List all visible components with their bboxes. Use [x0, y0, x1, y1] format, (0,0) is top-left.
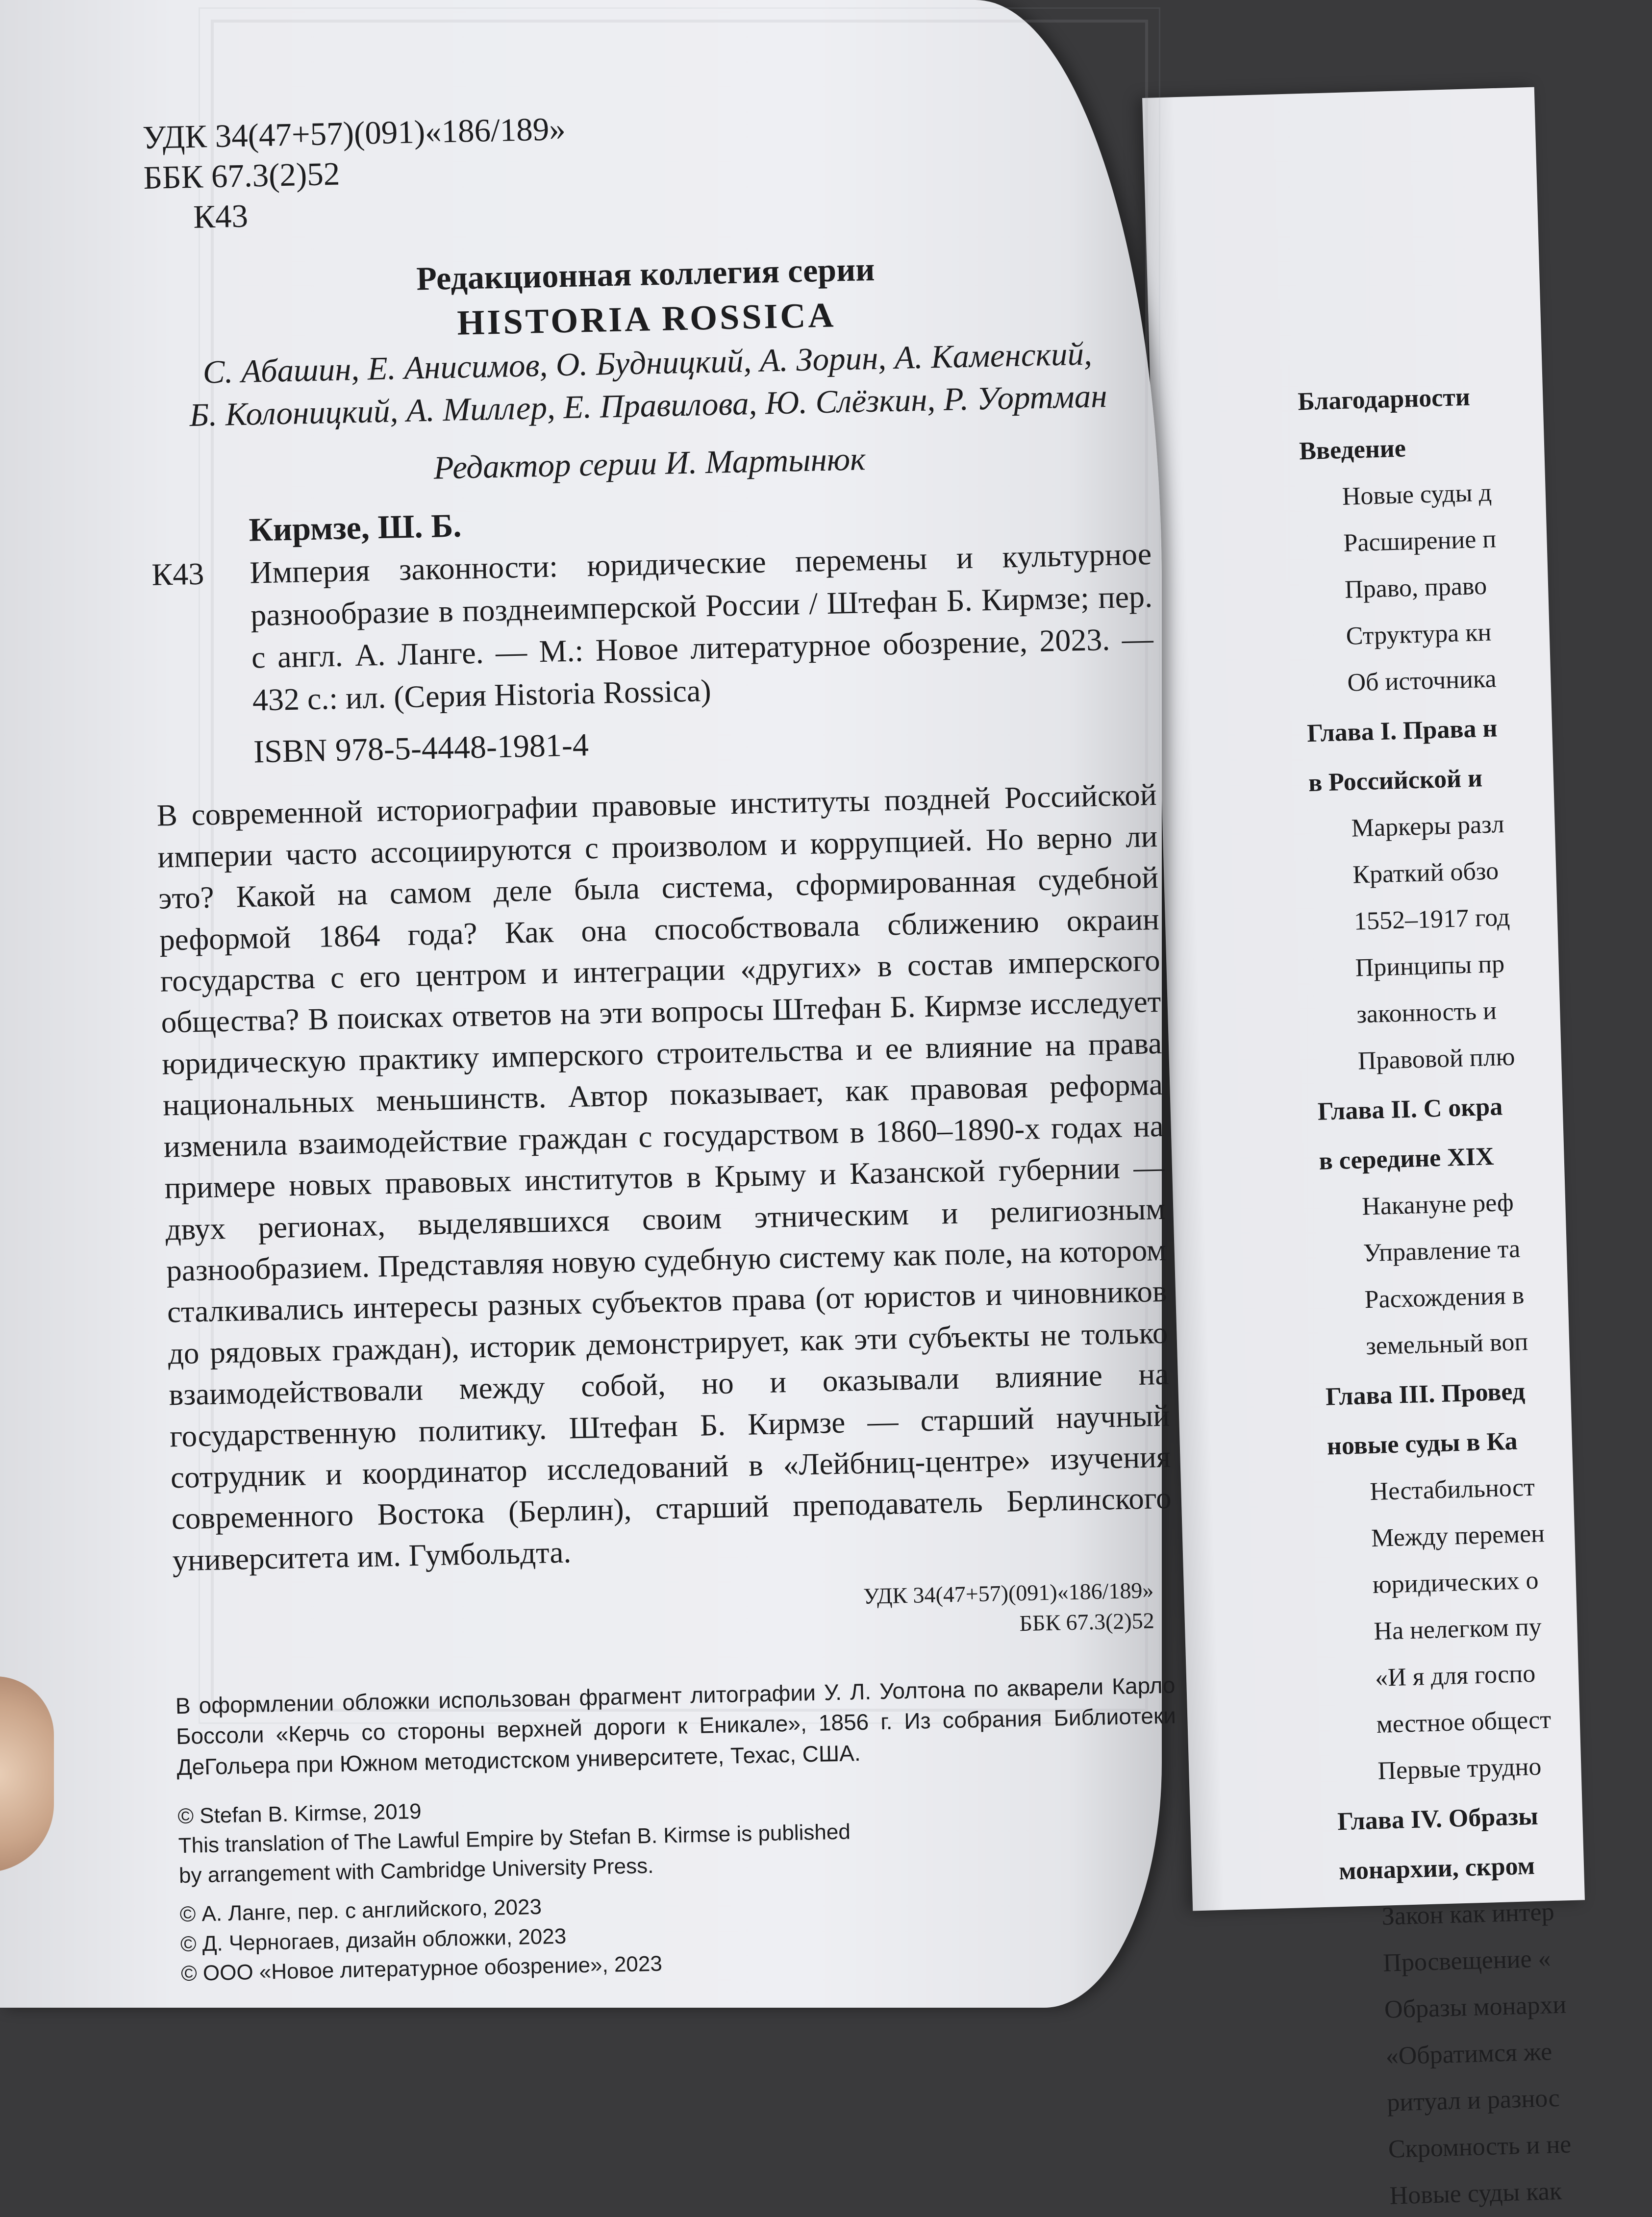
isbn: ISBN 978-5-4448-1981-4 — [253, 727, 589, 770]
toc-item: местное общест — [1376, 1706, 1552, 1739]
toc-item: юридических о — [1372, 1566, 1539, 1599]
toc-item: Об источника — [1347, 665, 1497, 697]
toc-item: Накануне реф — [1361, 1188, 1514, 1221]
toc-item: Закон как интер — [1381, 1897, 1555, 1931]
toc-item: Новые суды как — [1389, 2177, 1562, 2210]
copyright-publisher: © ООО «Новое литературное обозрение», 2023 — [180, 1951, 663, 1986]
footer-bbk: ББК 67.3(2)52 — [1019, 1608, 1155, 1636]
copyright-translator: © А. Ланге, пер. с английского, 2023 — [179, 1894, 542, 1926]
copyright-translation-line: by arrangement with Cambridge University Press. — [178, 1854, 654, 1888]
bibliographic-author: Кирмзе, Ш. Б. — [248, 506, 462, 548]
right-page — [1142, 87, 1585, 2210]
bibliographic-description: Империя законности: юридические перемены и культурное разнообразие в позднеимперской России / Штефан Б. Кирмзе; пер. с англ. А. Ланге. — М.: Новое литературное обозрение, 2023. — 432 с.: ил. (Серия Historia Rossica) — [249, 536, 1154, 718]
book-abstract: В современной историографии правовые институты поздней Российской империи часто ассоциируются с произволом и коррупцией. Но верно ли это? Какой на самом деле была система, сформированная судебной реформой 1864 года? Как она способствовала сближению окраин государства с его центром и интеграции «других» в состав имперского общества? В поисках ответов на эти вопросы Штефан Б. Кирмзе исследует юридическую практику имперского строительства и ее влияние на права национальных меньшинств. Автор показывает, как правовая реформа изменила взаимодействие граждан с государством в 1860–1890-х годах на примере новых правовых институтов в Крыму и Казанской губернии — двух регионах, выделявшихся своим этническим и религиозным разнообразием. Представляя новую судебную систему как поле, на котором сталкивались интересы разных субъектов права (от юристов и чиновников до рядовых граждан), историк демонстрирует, как эти субъекты не только взаимодействовали между собой, но и оказывали влияние на государственную политику. Штефан Б. Кирмзе — старший научный сотрудник и координатор исследований в «Лейбниц-центре» изучения современного Востока (Берлин), старший преподаватель Берлинского университета им. Гумбольдта. — [156, 777, 1172, 1578]
toc-item: Новые суды д — [1342, 478, 1492, 511]
toc-item: Управление та — [1363, 1235, 1521, 1268]
toc-item: Между перемен — [1371, 1520, 1545, 1553]
toc-item: законность и — [1356, 996, 1497, 1029]
copyright-block — [177, 1781, 1181, 1989]
copyright-translation-line: This translation of The Lawful Empire by Stefan B. Kirmse is published — [178, 1819, 851, 1858]
toc-item: ритуал и разнос — [1386, 2084, 1560, 2117]
toc-chapter: новые суды в Ка — [1327, 1427, 1518, 1461]
board-members-line: С. Абашин, Е. Анисимов, О. Будницкий, А. Зорин, А. Каменский, — [202, 335, 1093, 391]
toc-chapter: Введение — [1299, 434, 1406, 466]
toc-chapter: в Российской и — [1308, 764, 1483, 797]
toc-item: «Обратимся же — [1385, 2038, 1552, 2070]
toc-chapter: Благодарности — [1297, 383, 1471, 416]
toc-item: Принципы пр — [1354, 950, 1505, 982]
toc-item: Маркеры разл — [1351, 810, 1505, 843]
toc-item: Право, право — [1344, 572, 1487, 604]
author-mark: К43 — [193, 198, 249, 235]
toc-item: земельный воп — [1365, 1328, 1528, 1361]
cover-credit-note: В оформлении обложки использован фрагмент литографии У. Л. Уолтона по акварели Карло Боссоли «Керчь со стороны верхней дороги к Еникале», 1856 г. Из собрания Библиотеки ДеГольера при Южном методистском университете, Техас, США. — [175, 1672, 1176, 1780]
toc-item: «И я для госпо — [1375, 1659, 1536, 1692]
toc-chapter: Глава III. Провед — [1325, 1377, 1526, 1411]
toc-item: Нестабильност — [1369, 1473, 1535, 1506]
imprint-content — [142, 97, 1182, 2029]
bbk-code: ББК 67.3(2)52 — [143, 155, 341, 196]
toc-chapter: монархии, скром — [1338, 1852, 1535, 1886]
copyright-design: © Д. Черногаев, дизайн обложки, 2023 — [180, 1924, 567, 1956]
series-name: HISTORIA ROSSICA — [456, 295, 837, 343]
udk-code: УДК 34(47+57)(091)«186/189» — [142, 110, 566, 156]
bibliographic-record — [151, 533, 1155, 723]
toc-item: Расхождения в — [1364, 1281, 1525, 1314]
toc-item: Краткий обзо — [1352, 857, 1499, 889]
toc-item: На нелегком пу — [1373, 1613, 1542, 1646]
series-editor: Редактор серии И. Мартынюк — [433, 440, 866, 486]
toc-item: Расширение п — [1343, 525, 1497, 557]
toc-item: Правовой плю — [1357, 1043, 1516, 1075]
toc-chapter: в середине XIX — [1318, 1142, 1495, 1175]
board-members-line: Б. Колоницкий, А. Миллер, Е. Правилова, Ю. Слёзкин, Р. Уортман — [189, 378, 1108, 434]
toc-item: Скромность и не — [1388, 2130, 1572, 2164]
bibliographic-mark: К43 — [151, 556, 204, 593]
editorial-board-title: Редакционная коллегия серии — [416, 250, 876, 298]
toc-item: Просвещение « — [1382, 1944, 1552, 1977]
toc-chapter: Глава IV. Образы — [1337, 1802, 1539, 1836]
toc-item: Первые трудно — [1377, 1752, 1542, 1785]
classification-codes — [142, 97, 1145, 238]
copyright-original: © Stefan B. Kirmse, 2019 — [177, 1799, 422, 1828]
toc-chapter: Глава II. С окра — [1317, 1093, 1503, 1126]
toc-item: 1552–1917 год — [1353, 903, 1510, 936]
table-of-contents — [1297, 360, 1652, 2213]
toc-item: Образы монархи — [1384, 1991, 1567, 2024]
toc-item: Структура кн — [1346, 618, 1492, 650]
footer-index-codes — [173, 1575, 1174, 1657]
toc-chapter: Глава I. Права н — [1306, 714, 1498, 748]
footer-udk: УДК 34(47+57)(091)«186/189» — [863, 1577, 1154, 1609]
